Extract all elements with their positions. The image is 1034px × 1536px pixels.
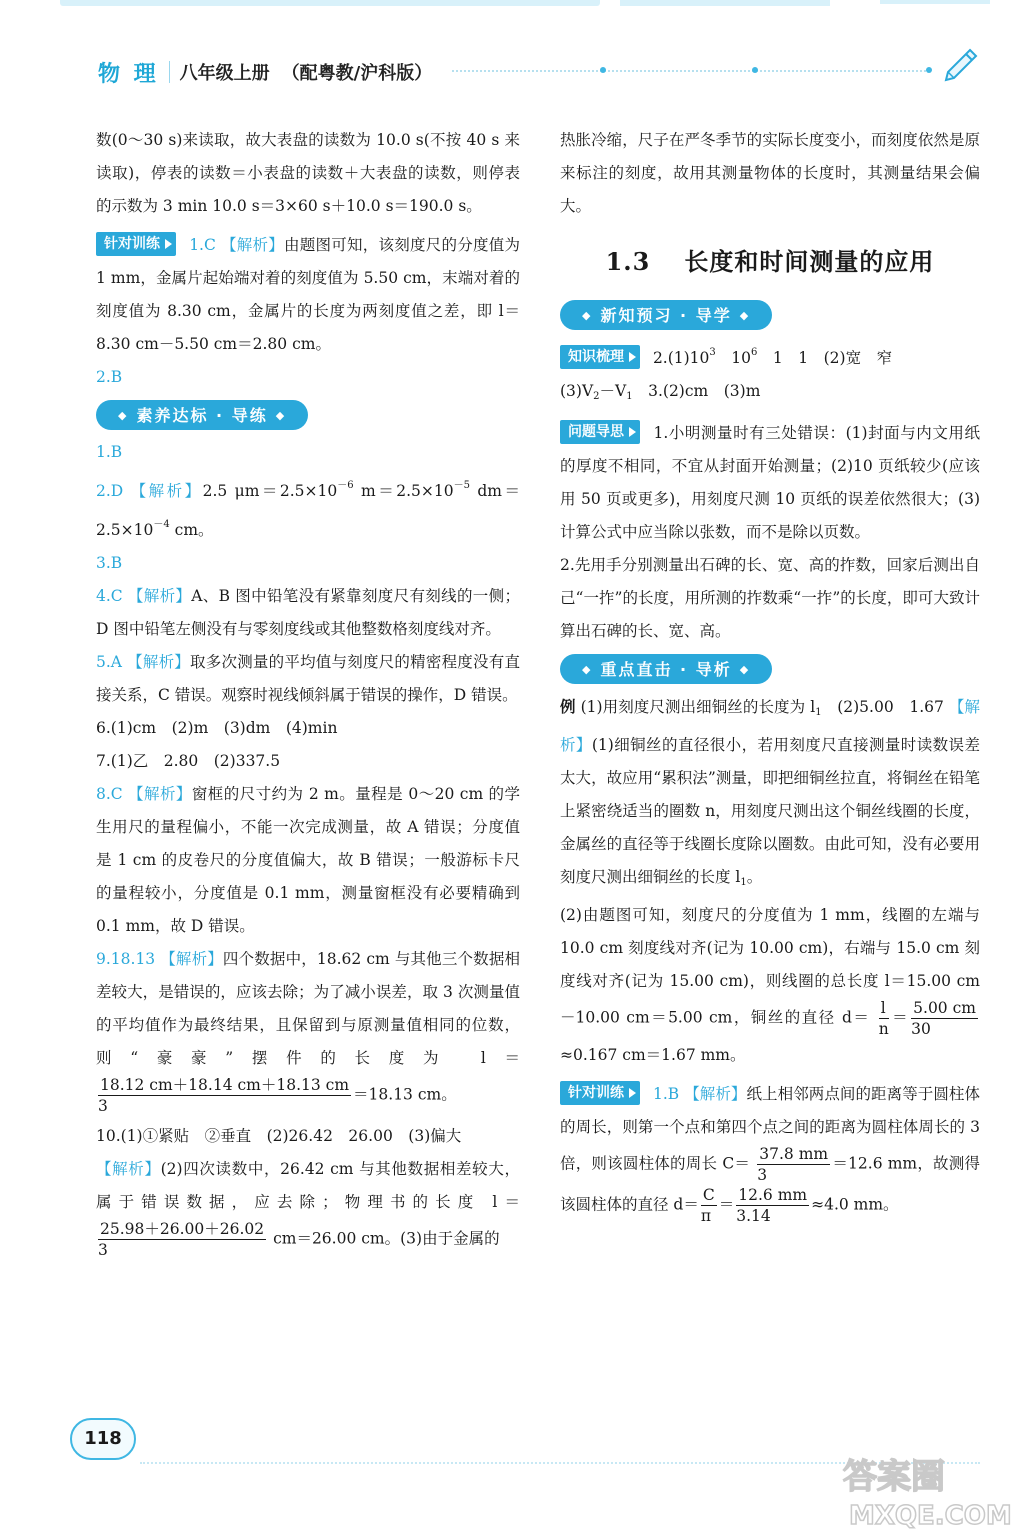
section-pill-label: 素养达标 · 导练: [136, 405, 268, 425]
fraction: [736, 1185, 809, 1226]
diamond-icon: ◆: [582, 308, 593, 322]
paragraph: 数(0～30 s)来读取，故大表盘的读数为 10.0 s(不按 40 s 来读取)，停表的读数＝小表盘的读数＋大表盘的读数，则停表的示数为 3 min 10.0 s＝3×60 s＋10.0 s＝190.0 s。: [96, 131, 520, 215]
answer-number: 2.D: [96, 482, 124, 500]
fraction-denominator: n: [878, 1020, 889, 1038]
analysis-text: A、B 图中铅笔没有紧靠刻度尺有刻线的一侧；D 图中铅笔左侧没有与零刻度线或其他整数格刻度线对齐。: [96, 587, 520, 638]
section-pill-preview: [560, 300, 772, 330]
analysis-text: (2)四次读数中，26.42 cm 与其他数据相差较大，属于错误数据，应去除；物理书的长度 l＝: [96, 1160, 520, 1211]
target-training-item: [96, 229, 520, 361]
fraction: [98, 1075, 351, 1116]
answer-item: [96, 469, 520, 547]
analysis-text: (1)细铜丝的直径很小，若用刻度尺直接测量时读数误差太大，故应用“累积法”测量，即把细铜丝拉直，将铜丝在铅笔上紧密绕适当的圈数 n，用刻度尺测出这个铜丝线圈的长度，金属丝的直径等于线圈长度除以圈数。由此可知，没有必要用刻度尺测出细铜丝的长度 l: [560, 736, 980, 886]
section-title-text: 长度和时间测量的应用: [684, 247, 935, 276]
section-number: 1.3: [605, 247, 651, 276]
analysis-tag: 【解析】: [127, 587, 192, 605]
analysis-text: dm＝2.5×10: [96, 482, 520, 539]
fraction-numerator: 18.12 cm＋18.14 cm＋18.13 cm: [100, 1076, 350, 1094]
analysis-text: ＝12.6 mm，故测得该圆柱体的直径 d＝: [560, 1154, 980, 1214]
diamond-icon: ◆: [582, 662, 593, 676]
answer-line: 2.B: [96, 368, 123, 386]
analysis-tag: 【解析】: [160, 950, 223, 968]
answer-number: 1.B: [653, 1085, 680, 1103]
fraction-denominator: 3.14: [736, 1207, 771, 1225]
analysis-tag: 【解析】: [560, 698, 980, 754]
answer-text: (3)V: [560, 382, 594, 400]
analysis-text: 四个数据中，18.62 cm 与其他三个数据相差较大，是错误的，应该去除；为了减小误差，取 3 次测量值的平均值作为最终结果，且保留到与原测量值相同的位数，则“豪豪”摆件的长度为 l＝: [96, 950, 520, 1067]
target-training-tag: 针对训练: [96, 232, 176, 256]
left-column: [96, 124, 520, 1260]
paragraph: 热胀冷缩，尺子在严冬季节的实际长度变小，而刻度依然是原来标注的刻度，故用其测量物体的长度时，其测量结果会偏大。: [560, 131, 980, 215]
fraction: [911, 998, 978, 1039]
answer-text: 2.(1)10: [652, 349, 710, 367]
fraction-denominator: 30: [911, 1020, 931, 1038]
answer-text: 10: [715, 349, 752, 367]
analysis-tag: 【解析】: [127, 653, 191, 671]
svg-text:MXQE.COM: MXQE.COM: [849, 1501, 1012, 1530]
analysis-text: 窗框的尺寸约为 2 m。量程是 0～20 cm 的学生用尺的量程偏小，不能一次完成测量，故 A 错误；分度值是 1 cm 的皮卷尺的分度值偏大，故 B 错误；一般游标卡尺的量程较小，分度值是 0.1 mm，测量窗框没有必要精确到 0.1 mm，故 D 错误。: [96, 785, 520, 935]
svg-text:答案圈: 答案圈: [843, 1457, 945, 1497]
diamond-icon: ◆: [118, 408, 129, 422]
subject-label: 物 理: [98, 61, 159, 87]
answer-number: 5.A: [96, 653, 122, 671]
fraction-numerator: 12.6 mm: [738, 1186, 808, 1204]
diamond-icon: ◆: [739, 308, 751, 322]
analysis-text: ≈4.0 mm。: [811, 1195, 899, 1214]
fraction: [757, 1144, 830, 1185]
header-dotted-line: [452, 70, 930, 72]
pen-icon: [940, 46, 980, 86]
analysis-text: cm。: [169, 521, 214, 539]
example-item: [560, 690, 980, 899]
analysis-text: (2)由题图可知，刻度尺的分度值为 1 mm，线圈的左端与 10.0 cm 刻度线对齐(记为 10.00 cm)，右端与 15.0 cm 刻度线对齐(记为 15.00 cm)，则线圈的总长度 l＝15.00 cm－10.00 cm＝5.00 cm，铜丝的直径 d＝: [560, 906, 980, 1027]
answer-text: 3.(2)cm (3)m: [632, 382, 761, 400]
section-pill-key-points: [560, 654, 772, 684]
exponent: －5: [453, 480, 470, 491]
fraction-denominator: 3: [757, 1166, 768, 1184]
answer-number: 8.C: [96, 785, 123, 803]
fraction-numerator: 5.00 cm: [913, 999, 976, 1017]
grade-label: 八年级上册: [179, 63, 270, 84]
answer-number: 9.18.13: [96, 950, 156, 968]
analysis-text: 2.5 μm＝2.5×10: [202, 482, 338, 500]
fraction-numerator: 37.8 mm: [759, 1145, 829, 1163]
knowledge-tag: 知识梳理: [560, 345, 640, 369]
header-dot: [600, 67, 606, 73]
answer-text: (2)5.00 1.67: [821, 698, 944, 716]
answer-line: 6.(1)cm (2)m (3)dm (4)min: [96, 719, 338, 737]
right-column: [560, 124, 980, 1226]
target-training-tag: 针对训练: [560, 1081, 640, 1105]
example-item: (2)由题图可知，刻度尺的分度值为 1 mm，线圈的左端与 10.0 cm 刻度线对齐(记为 10.00 cm)，右端与 15.0 cm 刻度线对齐(记为 15.00 cm)，则线圈的总长度 l＝15.00 cm－10.00 cm＝5.00 cm，铜丝的直径 d＝ $\frac{l}{n}$ ＝ $\frac{5.00 cm}{30}$ ≈0.167 cm＝1.67 mm。: [560, 906, 980, 1064]
exponent: －4: [153, 519, 170, 530]
answer-line: 3.B: [96, 554, 123, 572]
knowledge-item: [560, 375, 980, 413]
answer-line: 1.B: [96, 443, 123, 461]
subscript: 1: [815, 707, 822, 718]
diamond-icon: ◆: [739, 662, 751, 676]
section-pill-label: 重点直击 · 导析: [600, 659, 732, 679]
answer-item: [96, 943, 520, 1116]
top-decor-bar: [0, 0, 1034, 10]
fraction-numerator: l: [879, 998, 889, 1019]
answer-text: (1)用刻度尺测出细铜丝的长度为 l: [580, 698, 816, 716]
answer-text: 1.小明测量时有三处错误：(1)封面与内文用纸的厚度不相同，不宜从封面开始测量；(2)10 页纸较少(应该用 50 页或更多)，用刻度尺测 10 页纸的误差依然很大；(3)计算公式中应当除以张数，而不是除以页数。: [560, 424, 980, 541]
fraction-numerator: C: [702, 1186, 715, 1204]
question-item: [560, 417, 980, 549]
subscript: 2: [593, 391, 600, 402]
knowledge-item: [560, 336, 980, 375]
fraction-denominator: π: [700, 1207, 712, 1225]
example-label: 例: [560, 697, 576, 716]
page-number-badge: [70, 1418, 136, 1460]
section-pill-literacy: [96, 400, 308, 430]
fraction: [879, 998, 889, 1039]
analysis-tag: 【解析】: [96, 1160, 161, 1178]
answer-item: [96, 778, 520, 943]
analysis-tag: 【解析】: [128, 785, 192, 803]
analysis-tag: 【解析】: [221, 236, 285, 254]
subscript: 1: [740, 877, 747, 888]
analysis-text: 取多次测量的平均值与刻度尺的精密程度没有直接关系，C 错误。观察时视线倾斜属于错误的操作，D 错误。: [96, 653, 520, 704]
exponent: 3: [709, 347, 716, 358]
answer-text: －V: [599, 382, 627, 400]
analysis-text: 由题图可知，该刻度尺的分度值为 1 mm，金属片起始端对着的刻度值为 5.50 cm，末端对着的刻度值为 8.30 cm，金属片的长度为两刻度值之差，即 l＝8.30 cm－5.50 cm＝2.80 cm。: [96, 236, 520, 353]
answer-number: 1.C: [189, 236, 216, 254]
fraction-numerator: 25.98＋26.00＋26.02: [100, 1220, 265, 1238]
question-tag: 问题导思: [560, 420, 640, 444]
analysis-text: m＝2.5×10: [353, 482, 454, 500]
answer-line: 7.(1)乙 2.80 (2)337.5: [96, 752, 281, 770]
exponent: 6: [751, 347, 758, 358]
answer-line: 10.(1)①紧贴 ②垂直 (2)26.42 26.00 (3)偏大: [96, 1127, 462, 1145]
header-dot: [752, 67, 758, 73]
header-divider: [169, 61, 170, 83]
analysis-text: ＝18.13 cm。: [353, 1085, 457, 1104]
analysis-tag: 【解析】: [130, 482, 203, 500]
fraction: [701, 1185, 717, 1226]
analysis-text: 纸上相邻两点间的距离等于圆柱体的周长，则第一个点和第四个点之间的距离为圆柱体周长的 3 倍，则该圆柱体的周长 C＝: [560, 1085, 980, 1173]
page-number: 118: [84, 1428, 122, 1449]
exponent: －6: [337, 480, 354, 491]
answer-text: 1 1 (2)宽 窄: [757, 349, 893, 367]
edition-label: （配粤教/沪科版）: [281, 63, 433, 84]
answer-item: [96, 580, 520, 646]
fraction: [98, 1219, 266, 1260]
subscript: 1: [626, 391, 633, 402]
answer-item: [96, 1153, 520, 1260]
section-title: [560, 245, 980, 278]
answer-item: [96, 646, 520, 712]
fraction-denominator: 3: [98, 1241, 108, 1259]
page-header: [98, 52, 432, 92]
analysis-text: 。: [746, 868, 763, 886]
fraction-denominator: 3: [98, 1097, 108, 1115]
analysis-text: cm＝26.00 cm。(3)由于金属的: [273, 1229, 500, 1248]
analysis-text: ≈0.167 cm＝1.67 mm。: [560, 1046, 746, 1064]
diamond-icon: ◆: [275, 408, 287, 422]
answer-number: 4.C: [96, 587, 123, 605]
question-item: 2.先用手分别测量出石碑的长、宽、高的拃数，回家后测出自己“一拃”的长度，用所测的拃数乘“一拃”的长度，即可大致计算出石碑的长、宽、高。: [560, 556, 980, 640]
section-pill-label: 新知预习 · 导学: [600, 305, 732, 325]
analysis-tag: 【解析】: [684, 1085, 747, 1103]
target-training-item: 针对训练 1.B 【解析】纸上相邻两点间的距离等于圆柱体的周长，则第一个点和第四个点之间的距离为圆柱体周长的 3 倍，则该圆柱体的周长 C＝ $\frac{37.8 mm}{3}$ ＝12.6 mm，故测得该圆柱体的直径 d＝ $\frac{C}{\pi}$ ＝ $\frac{12.6 mm}{3.14}$ ≈4.0 mm。: [560, 1078, 980, 1226]
watermark-logo: [835, 1448, 1025, 1530]
header-dot: [926, 67, 932, 73]
